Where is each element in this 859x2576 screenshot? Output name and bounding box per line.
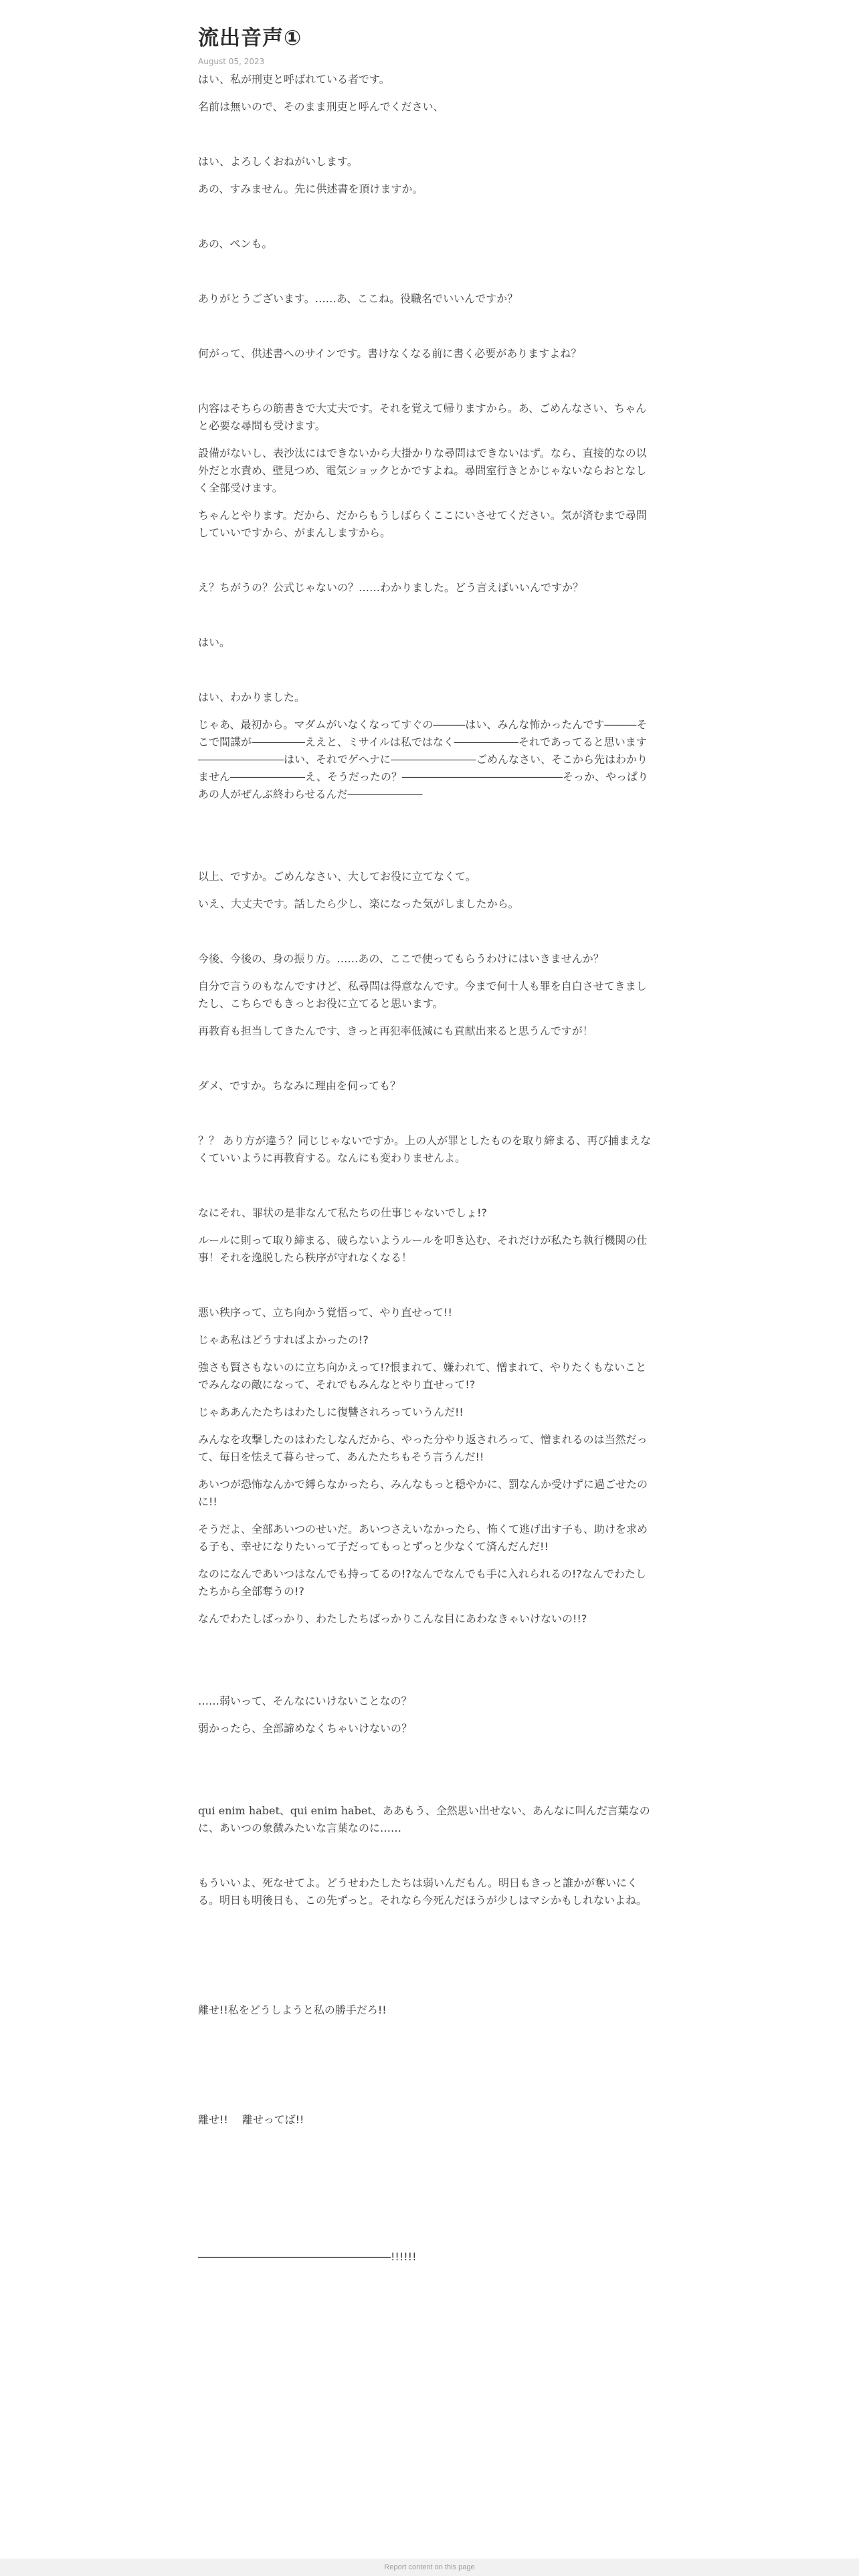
- paragraph: なんでわたしばっかり、わたしたちばっかりこんな目にあわなきゃいけないの!!?: [198, 1612, 587, 1625]
- paragraph: はい、よろしくおねがいします。: [198, 155, 358, 168]
- paragraph: じゃああんたたちはわたしに復讐されろっていうんだ!!: [198, 1406, 464, 1418]
- article: [198, 24, 656, 2266]
- paragraph: そうだよ、全部あいつのせいだ。あいつさえいなかったら、怖くて逃げ出す子も、助けを求める子も、幸せになりたいって子だってもっとずっと少なくて済んだんだ!!: [198, 1523, 648, 1553]
- article-body: [198, 71, 656, 2266]
- paragraph: 名前は無いので、そのまま刑吏と呼んでください、: [198, 100, 444, 113]
- footer-bar: [0, 2559, 859, 2576]
- paragraph: え？ちがうの？公式じゃないの？……わかりました。どう言えばいいんですか？: [198, 581, 584, 594]
- paragraph: あの、ペンも。: [198, 237, 273, 250]
- paragraph: 離せ!! 離せってば!!: [198, 2113, 304, 2126]
- paragraph: 悪い秩序って、立ち向かう覚悟って、やり直せって!!: [198, 1306, 452, 1319]
- paragraph: 設備がないし、表沙汰にはできないから大掛かりな尋問はできないはず。なら、直接的なの以外だと水責め、壁見つめ、電気ショックとかですよね。尋問室行きとかじゃないならおとなしく全部受けます。: [198, 447, 647, 494]
- paragraph: ちゃんとやります。だから、だからもうしばらくここにいさせてください。気が済むまで尋問していいですから、がまんしますから。: [198, 509, 647, 539]
- paragraph: 内容はそちらの筋書きで大丈夫です。それを覚えて帰りますから。あ、ごめんなさい、ちゃんと必要な尋問も受けます。: [198, 402, 647, 432]
- paragraph: 強さも賢さもないのに立ち向かえって!?恨まれて、嫌われて、憎まれて、やりたくもないことでみんなの敵になって、それでもみんなとやり直せって!?: [198, 1361, 646, 1391]
- page-title: 流出音声①: [198, 26, 302, 50]
- paragraph: ――――――――――――――――――!!!!!!: [198, 2250, 417, 2263]
- paragraph: 再教育も担当してきたんです、きっと再犯率低減にも貢献出来ると思うんですが！: [198, 1025, 593, 1037]
- paragraph: 何がって、供述書へのサインです。書けなくなる前に書く必要がありますよね？: [198, 347, 582, 360]
- paragraph: ？？ あり方が違う？同じじゃないですか。上の人が罪としたものを取り締まる、再び捕まえなくていいように再教育する。なんにも変わりませんよ。: [198, 1134, 652, 1164]
- paragraph: はい、わかりました。: [198, 691, 306, 704]
- paragraph: はい。: [198, 636, 231, 649]
- paragraph: いえ、大丈夫です。話したら少し、楽になった気がしましたから。: [198, 897, 519, 910]
- paragraph: 弱かったら、全部諦めなくちゃいけないの？: [198, 1722, 413, 1735]
- post-date: August 05, 2023: [198, 57, 265, 66]
- paragraph: あの、すみません。先に供述書を頂けますか。: [198, 183, 423, 195]
- paragraph: 以上、ですか。ごめんなさい、大してお役に立てなくて。: [198, 870, 476, 883]
- report-content-link[interactable]: Report content on this page: [384, 2563, 475, 2571]
- paragraph: 今後、今後の、身の振り方。……あの、ここで使ってもらうわけにはいきませんか？: [198, 952, 604, 965]
- paragraph: じゃあ私はどうすればよかったの!?: [198, 1333, 369, 1346]
- paragraph: ルールに則って取り締まる、破らないようルールを叩き込む、それだけが私たち執行機関の仕事！それを逸脱したら秩序が守れなくなる！: [198, 1234, 648, 1264]
- paragraph: 離せ!!私をどうしようと私の勝手だろ!!: [198, 2004, 387, 2016]
- paragraph: なにそれ、罪状の是非なんて私たちの仕事じゃないでしょ!?: [198, 1206, 487, 1219]
- paragraph: ……弱いって、そんなにいけないことなの？: [198, 1695, 412, 1707]
- paragraph: じゃあ、最初から。マダムがいなくなってすぐの―――はい、みんな怖かったんです―――そこで間諜が―――――ええと、ミサイルは私ではなく――――――それであってると思います――――――――はい、それでゲヘナに――――――――ごめんなさい、そこから先はわかりません―――――――え、そうだったの？―――――――――――――――そっか、やっぱりあの人がぜんぶ終わらせるんだ―――――――: [198, 718, 648, 800]
- paragraph: みんなを攻撃したのはわたしなんだから、やった分やり返されろって、憎まれるのは当然だって、毎日を怯えて暮らせって、あんたたちもそう言うんだ!!: [198, 1433, 648, 1463]
- paragraph: あいつが恐怖なんかで縛らなかったら、みんなもっと穏やかに、罰なんか受けずに過ごせたのに!!: [198, 1478, 648, 1508]
- paragraph: qui enim habet、qui enim habet、ああもう、全然思い出せない、あんなに叫んだ言葉なのに、あいつの象徴みたいな言葉なのに……: [198, 1804, 650, 1834]
- paragraph: ダメ、ですか。ちなみに理由を伺っても？: [198, 1079, 401, 1092]
- paragraph: はい、私が刑吏と呼ばれている者です。: [198, 73, 390, 86]
- paragraph: ありがとうございます。……あ、ここね。役職名でいいんですか？: [198, 292, 518, 305]
- paragraph: なのになんであいつはなんでも持ってるの!?なんでなんでも手に入れられるの!?なんでわたしたちから全部奪うの!?: [198, 1568, 646, 1598]
- paragraph: 自分で言うのもなんですけど、私尋問は得意なんです。今まで何十人も罪を自白させてきましたし、こちらでもきっとお役に立てると思います。: [198, 980, 647, 1010]
- paragraph: もういいよ、死なせてよ。どうせわたしたちは弱いんだもん。明日もきっと誰かが奪いにくる。明日も明後日も、この先ずっと。それなら今死んだほうが少しはマシかもしれないよね。: [198, 1876, 648, 1907]
